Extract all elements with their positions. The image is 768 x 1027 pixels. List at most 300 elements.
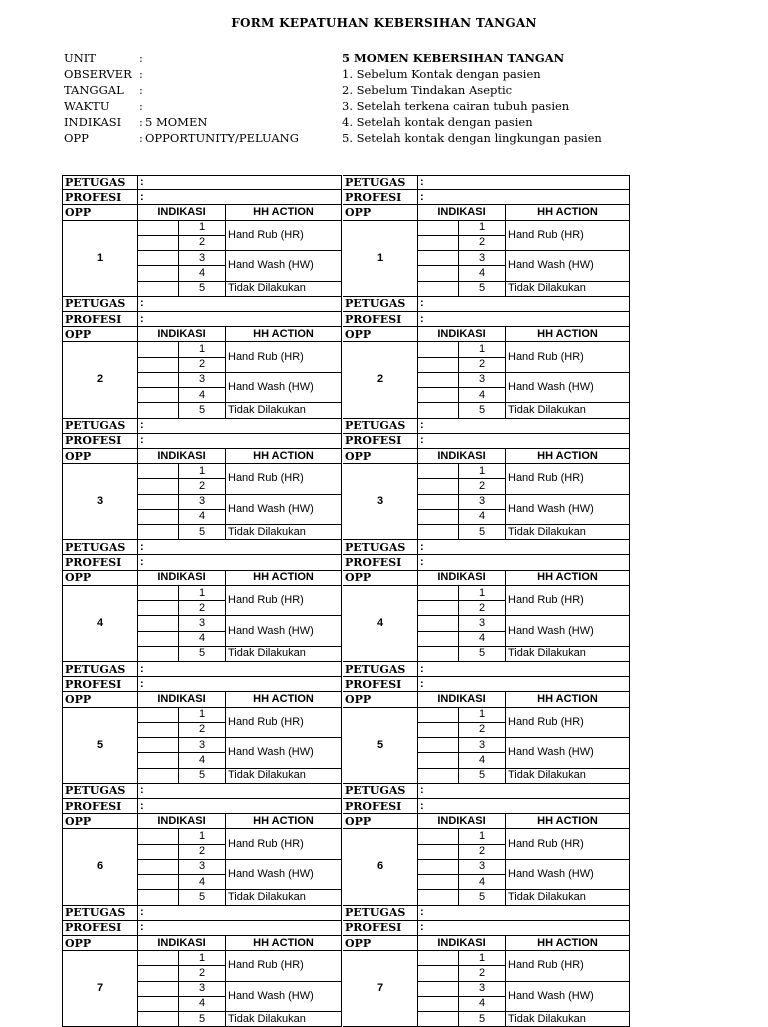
indikasi-check-cell[interactable] — [418, 342, 459, 357]
header-field-row — [64, 66, 299, 82]
indikasi-check-cell[interactable] — [418, 845, 459, 860]
profesi-label: PROFESI — [63, 677, 138, 692]
action-hand-rub[interactable]: Hand Rub (HR) — [226, 829, 342, 859]
action-tidak-dilakukan[interactable]: Tidak Dilakukan — [226, 403, 342, 418]
indikasi-check-cell[interactable] — [138, 479, 179, 494]
profesi-field[interactable]: : — [418, 434, 630, 449]
indikasi-check-cell[interactable] — [138, 769, 179, 784]
indikasi-number: 4 — [179, 753, 226, 768]
indikasi-number: 2 — [459, 966, 506, 981]
observation-block — [63, 540, 343, 662]
form-title: FORM KEPATUHAN KEBERSIHAN TANGAN — [0, 16, 768, 30]
indikasi-number: 5 — [459, 647, 506, 662]
opp-number: 1 — [343, 221, 418, 297]
observation-block — [63, 175, 343, 297]
indikasi-check-cell[interactable] — [418, 464, 459, 479]
profesi-label: PROFESI — [343, 921, 418, 936]
header-field-label: INDIKASI — [64, 114, 139, 130]
indikasi-number: 2 — [179, 845, 226, 860]
header-field-colon: : — [139, 98, 145, 114]
action-hand-rub[interactable]: Hand Rub (HR) — [506, 464, 630, 494]
indikasi-check-cell[interactable] — [138, 753, 179, 768]
header-field-row — [64, 98, 299, 114]
action-tidak-dilakukan[interactable]: Tidak Dilakukan — [506, 647, 630, 662]
action-hand-rub[interactable]: Hand Rub (HR) — [506, 221, 630, 251]
observation-row-pair — [62, 540, 630, 662]
profesi-label: PROFESI — [63, 190, 138, 205]
profesi-field[interactable]: : — [418, 677, 630, 692]
indikasi-header: INDIKASI — [418, 205, 506, 220]
indikasi-check-cell[interactable] — [418, 966, 459, 981]
action-hand-wash[interactable]: Hand Wash (HW) — [226, 616, 342, 646]
indikasi-header: INDIKASI — [418, 327, 506, 342]
action-hand-wash[interactable]: Hand Wash (HW) — [226, 982, 342, 1012]
observation-block — [63, 419, 343, 541]
opp-header: OPP — [63, 692, 138, 707]
indikasi-number: 2 — [459, 723, 506, 738]
indikasi-check-cell[interactable] — [418, 829, 459, 844]
profesi-field[interactable]: : — [138, 312, 342, 327]
header-field-row — [64, 130, 299, 146]
indikasi-check-cell[interactable] — [138, 342, 179, 357]
petugas-label: PETUGAS — [343, 419, 418, 434]
hh-action-header: HH ACTION — [506, 327, 630, 342]
action-tidak-dilakukan[interactable]: Tidak Dilakukan — [506, 403, 630, 418]
action-hand-rub[interactable]: Hand Rub (HR) — [506, 829, 630, 859]
indikasi-check-cell[interactable] — [418, 221, 459, 236]
indikasi-check-cell[interactable] — [138, 495, 179, 510]
petugas-field[interactable]: : — [138, 540, 342, 555]
header-field-row — [64, 82, 299, 98]
indikasi-check-cell[interactable] — [138, 738, 179, 753]
petugas-field[interactable]: : — [418, 175, 630, 190]
indikasi-number: 2 — [179, 358, 226, 373]
petugas-label: PETUGAS — [343, 784, 418, 799]
action-hand-wash[interactable]: Hand Wash (HW) — [226, 373, 342, 403]
observation-row-pair — [62, 419, 630, 541]
opp-number: 3 — [343, 464, 418, 540]
indikasi-number: 5 — [459, 890, 506, 905]
indikasi-number: 3 — [459, 373, 506, 388]
indikasi-number: 1 — [179, 708, 226, 723]
observation-row-pair — [62, 662, 630, 784]
indikasi-number: 2 — [459, 358, 506, 373]
indikasi-number: 4 — [459, 875, 506, 890]
hh-action-header: HH ACTION — [506, 936, 630, 951]
profesi-label: PROFESI — [63, 799, 138, 814]
action-tidak-dilakukan[interactable]: Tidak Dilakukan — [226, 525, 342, 540]
indikasi-number: 1 — [179, 586, 226, 601]
indikasi-check-cell[interactable] — [418, 358, 459, 373]
indikasi-check-cell[interactable] — [138, 723, 179, 738]
action-tidak-dilakukan[interactable]: Tidak Dilakukan — [226, 1012, 342, 1027]
action-tidak-dilakukan[interactable]: Tidak Dilakukan — [506, 282, 630, 297]
indikasi-number: 1 — [179, 342, 226, 357]
indikasi-check-cell[interactable] — [138, 982, 179, 997]
header-field-colon: : — [139, 82, 145, 98]
indikasi-header: INDIKASI — [138, 571, 226, 586]
header-field-value[interactable]: 5 MOMEN — [145, 115, 207, 129]
hh-action-header: HH ACTION — [506, 814, 630, 829]
petugas-label: PETUGAS — [343, 540, 418, 555]
profesi-field[interactable]: : — [138, 677, 342, 692]
petugas-label: PETUGAS — [343, 662, 418, 677]
indikasi-number: 3 — [459, 738, 506, 753]
action-hand-wash[interactable]: Hand Wash (HW) — [506, 495, 630, 525]
petugas-field[interactable]: : — [138, 662, 342, 677]
opp-number: 2 — [343, 342, 418, 418]
profesi-label: PROFESI — [343, 677, 418, 692]
profesi-label: PROFESI — [63, 312, 138, 327]
indikasi-check-cell[interactable] — [138, 525, 179, 540]
indikasi-check-cell[interactable] — [138, 464, 179, 479]
indikasi-check-cell[interactable] — [418, 282, 459, 297]
opp-number: 4 — [63, 586, 138, 662]
indikasi-check-cell[interactable] — [418, 632, 459, 647]
indikasi-check-cell[interactable] — [138, 1012, 179, 1027]
profesi-label: PROFESI — [63, 434, 138, 449]
profesi-field[interactable]: : — [418, 312, 630, 327]
indikasi-number: 5 — [179, 647, 226, 662]
hh-action-header: HH ACTION — [226, 692, 342, 707]
indikasi-check-cell[interactable] — [138, 510, 179, 525]
indikasi-check-cell[interactable] — [138, 221, 179, 236]
indikasi-number: 4 — [179, 997, 226, 1012]
indikasi-number: 1 — [459, 342, 506, 357]
indikasi-check-cell[interactable] — [138, 632, 179, 647]
indikasi-number: 4 — [459, 632, 506, 647]
profesi-field[interactable]: : — [138, 799, 342, 814]
indikasi-number: 4 — [459, 266, 506, 281]
petugas-field[interactable]: : — [418, 906, 630, 921]
header-field-label: WAKTU — [64, 98, 139, 114]
observation-row-pair — [62, 175, 630, 297]
opp-header: OPP — [343, 814, 418, 829]
indikasi-check-cell[interactable] — [138, 875, 179, 890]
hh-action-header: HH ACTION — [226, 936, 342, 951]
indikasi-check-cell[interactable] — [138, 236, 179, 251]
header-field-colon: : — [139, 130, 145, 146]
indikasi-header: INDIKASI — [418, 692, 506, 707]
action-tidak-dilakukan[interactable]: Tidak Dilakukan — [226, 890, 342, 905]
indikasi-number: 3 — [179, 373, 226, 388]
action-tidak-dilakukan[interactable]: Tidak Dilakukan — [506, 890, 630, 905]
indikasi-check-cell[interactable] — [138, 951, 179, 966]
indikasi-number: 5 — [459, 403, 506, 418]
petugas-field[interactable]: : — [418, 784, 630, 799]
profesi-label: PROFESI — [343, 434, 418, 449]
header-field-value[interactable]: OPPORTUNITY/PELUANG — [145, 131, 299, 145]
action-hand-rub[interactable]: Hand Rub (HR) — [226, 708, 342, 738]
header-field-row — [64, 50, 299, 66]
indikasi-number: 4 — [179, 266, 226, 281]
action-hand-rub[interactable]: Hand Rub (HR) — [506, 951, 630, 981]
indikasi-number: 5 — [179, 282, 226, 297]
indikasi-check-cell[interactable] — [138, 586, 179, 601]
profesi-label: PROFESI — [343, 190, 418, 205]
indikasi-header: INDIKASI — [138, 205, 226, 220]
action-hand-rub[interactable]: Hand Rub (HR) — [226, 221, 342, 251]
indikasi-number: 2 — [179, 723, 226, 738]
petugas-label: PETUGAS — [63, 419, 138, 434]
indikasi-check-cell[interactable] — [418, 875, 459, 890]
indikasi-number: 1 — [179, 951, 226, 966]
petugas-field[interactable]: : — [418, 419, 630, 434]
indikasi-number: 1 — [459, 951, 506, 966]
petugas-field[interactable]: : — [138, 784, 342, 799]
indikasi-check-cell[interactable] — [418, 236, 459, 251]
action-hand-wash[interactable]: Hand Wash (HW) — [506, 738, 630, 768]
indikasi-check-cell[interactable] — [418, 479, 459, 494]
petugas-field[interactable]: : — [138, 906, 342, 921]
indikasi-check-cell[interactable] — [138, 708, 179, 723]
indikasi-check-cell[interactable] — [138, 829, 179, 844]
observation-block — [343, 784, 631, 906]
indikasi-number: 2 — [179, 236, 226, 251]
profesi-field[interactable]: : — [138, 921, 342, 936]
indikasi-check-cell[interactable] — [138, 647, 179, 662]
moment-item: 3. Setelah terkena cairan tubuh pasien — [342, 98, 602, 114]
hh-action-header: HH ACTION — [226, 327, 342, 342]
indikasi-number: 1 — [179, 221, 226, 236]
profesi-label: PROFESI — [343, 312, 418, 327]
petugas-label: PETUGAS — [343, 906, 418, 921]
petugas-label: PETUGAS — [343, 297, 418, 312]
indikasi-number: 5 — [459, 282, 506, 297]
action-tidak-dilakukan[interactable]: Tidak Dilakukan — [506, 769, 630, 784]
observation-block — [343, 662, 631, 784]
indikasi-header: INDIKASI — [138, 936, 226, 951]
profesi-field[interactable]: : — [138, 190, 342, 205]
indikasi-number: 4 — [179, 632, 226, 647]
indikasi-header: INDIKASI — [138, 814, 226, 829]
header-field-label: OPP — [64, 130, 139, 146]
petugas-field[interactable]: : — [138, 175, 342, 190]
action-hand-wash[interactable]: Hand Wash (HW) — [506, 616, 630, 646]
hh-action-header: HH ACTION — [506, 692, 630, 707]
observation-table — [62, 175, 630, 998]
indikasi-header: INDIKASI — [418, 571, 506, 586]
profesi-label: PROFESI — [63, 555, 138, 570]
hh-action-header: HH ACTION — [506, 449, 630, 464]
opp-header: OPP — [63, 936, 138, 951]
indikasi-check-cell[interactable] — [418, 616, 459, 631]
action-hand-rub[interactable]: Hand Rub (HR) — [226, 586, 342, 616]
indikasi-header: INDIKASI — [418, 814, 506, 829]
action-tidak-dilakukan[interactable]: Tidak Dilakukan — [506, 1012, 630, 1027]
indikasi-number: 2 — [459, 479, 506, 494]
petugas-label: PETUGAS — [343, 175, 418, 190]
indikasi-number: 3 — [459, 251, 506, 266]
action-hand-wash[interactable]: Hand Wash (HW) — [226, 860, 342, 890]
indikasi-number: 5 — [459, 769, 506, 784]
indikasi-number: 4 — [179, 388, 226, 403]
indikasi-check-cell[interactable] — [418, 982, 459, 997]
indikasi-check-cell[interactable] — [418, 388, 459, 403]
header-field-label: TANGGAL — [64, 82, 139, 98]
indikasi-check-cell[interactable] — [418, 647, 459, 662]
indikasi-check-cell[interactable] — [138, 388, 179, 403]
indikasi-check-cell[interactable] — [138, 373, 179, 388]
indikasi-number: 4 — [459, 997, 506, 1012]
profesi-field[interactable]: : — [418, 190, 630, 205]
action-hand-rub[interactable]: Hand Rub (HR) — [506, 708, 630, 738]
indikasi-number: 5 — [179, 1012, 226, 1027]
opp-number: 5 — [63, 708, 138, 784]
observation-block — [63, 906, 343, 1027]
observation-block — [343, 297, 631, 419]
indikasi-check-cell[interactable] — [418, 510, 459, 525]
indikasi-check-cell[interactable] — [418, 495, 459, 510]
indikasi-check-cell[interactable] — [138, 282, 179, 297]
indikasi-check-cell[interactable] — [418, 951, 459, 966]
indikasi-check-cell[interactable] — [138, 358, 179, 373]
observation-row-pair — [62, 906, 630, 1027]
indikasi-check-cell[interactable] — [138, 251, 179, 266]
action-hand-wash[interactable]: Hand Wash (HW) — [506, 373, 630, 403]
indikasi-number: 1 — [459, 221, 506, 236]
profesi-field[interactable]: : — [418, 921, 630, 936]
indikasi-check-cell[interactable] — [418, 403, 459, 418]
action-hand-wash[interactable]: Hand Wash (HW) — [226, 738, 342, 768]
opp-number: 1 — [63, 221, 138, 297]
indikasi-check-cell[interactable] — [138, 845, 179, 860]
action-tidak-dilakukan[interactable]: Tidak Dilakukan — [226, 769, 342, 784]
indikasi-check-cell[interactable] — [418, 251, 459, 266]
indikasi-check-cell[interactable] — [138, 601, 179, 616]
header-field-colon: : — [139, 50, 145, 66]
petugas-label: PETUGAS — [63, 540, 138, 555]
indikasi-number: 3 — [459, 982, 506, 997]
indikasi-number: 3 — [179, 738, 226, 753]
indikasi-check-cell[interactable] — [138, 966, 179, 981]
opp-header: OPP — [343, 571, 418, 586]
petugas-field[interactable]: : — [418, 540, 630, 555]
indikasi-check-cell[interactable] — [138, 266, 179, 281]
hh-action-header: HH ACTION — [226, 205, 342, 220]
opp-header: OPP — [63, 571, 138, 586]
indikasi-number: 5 — [459, 525, 506, 540]
indikasi-number: 4 — [179, 875, 226, 890]
indikasi-number: 3 — [459, 860, 506, 875]
indikasi-check-cell[interactable] — [138, 403, 179, 418]
indikasi-number: 2 — [179, 601, 226, 616]
indikasi-check-cell[interactable] — [418, 723, 459, 738]
indikasi-check-cell[interactable] — [418, 601, 459, 616]
indikasi-check-cell[interactable] — [418, 997, 459, 1012]
moment-item: 1. Sebelum Kontak dengan pasien — [342, 66, 602, 82]
header-fields — [64, 50, 299, 146]
indikasi-check-cell[interactable] — [138, 997, 179, 1012]
action-hand-wash[interactable]: Hand Wash (HW) — [506, 982, 630, 1012]
opp-header: OPP — [343, 449, 418, 464]
indikasi-check-cell[interactable] — [418, 738, 459, 753]
action-hand-wash[interactable]: Hand Wash (HW) — [226, 251, 342, 281]
indikasi-check-cell[interactable] — [418, 753, 459, 768]
profesi-field[interactable]: : — [418, 799, 630, 814]
opp-header: OPP — [63, 327, 138, 342]
action-tidak-dilakukan[interactable]: Tidak Dilakukan — [226, 647, 342, 662]
indikasi-number: 1 — [459, 829, 506, 844]
petugas-field[interactable]: : — [418, 662, 630, 677]
moments-title: 5 MOMEN KEBERSIHAN TANGAN — [342, 50, 602, 66]
opp-number: 2 — [63, 342, 138, 418]
indikasi-number: 4 — [459, 753, 506, 768]
profesi-field[interactable]: : — [138, 434, 342, 449]
indikasi-check-cell[interactable] — [418, 769, 459, 784]
opp-number: 5 — [343, 708, 418, 784]
header-field-colon: : — [139, 114, 145, 130]
hh-action-header: HH ACTION — [226, 571, 342, 586]
observation-block — [63, 662, 343, 784]
indikasi-check-cell[interactable] — [418, 708, 459, 723]
indikasi-check-cell[interactable] — [418, 525, 459, 540]
opp-header: OPP — [63, 814, 138, 829]
profesi-label: PROFESI — [343, 555, 418, 570]
profesi-label: PROFESI — [343, 799, 418, 814]
petugas-field[interactable]: : — [138, 297, 342, 312]
header-field-label: UNIT — [64, 50, 139, 66]
header-field-row — [64, 114, 299, 130]
profesi-label: PROFESI — [63, 921, 138, 936]
indikasi-number: 2 — [459, 845, 506, 860]
observation-block — [63, 784, 343, 906]
action-hand-rub[interactable]: Hand Rub (HR) — [506, 342, 630, 372]
indikasi-check-cell[interactable] — [418, 373, 459, 388]
indikasi-header: INDIKASI — [418, 936, 506, 951]
observation-row-pair — [62, 297, 630, 419]
observation-block — [343, 175, 631, 297]
opp-header: OPP — [343, 327, 418, 342]
petugas-field[interactable]: : — [418, 297, 630, 312]
profesi-field[interactable]: : — [138, 555, 342, 570]
indikasi-number: 5 — [179, 769, 226, 784]
indikasi-number: 1 — [179, 464, 226, 479]
action-hand-rub[interactable]: Hand Rub (HR) — [226, 342, 342, 372]
indikasi-check-cell[interactable] — [418, 586, 459, 601]
indikasi-number: 3 — [179, 860, 226, 875]
indikasi-number: 3 — [179, 982, 226, 997]
indikasi-number: 1 — [459, 464, 506, 479]
petugas-field[interactable]: : — [138, 419, 342, 434]
moment-item: 5. Setelah kontak dengan lingkungan pasien — [342, 130, 602, 146]
indikasi-check-cell[interactable] — [138, 616, 179, 631]
action-hand-wash[interactable]: Hand Wash (HW) — [506, 251, 630, 281]
indikasi-number: 3 — [459, 495, 506, 510]
indikasi-check-cell[interactable] — [418, 1012, 459, 1027]
action-hand-rub[interactable]: Hand Rub (HR) — [506, 586, 630, 616]
action-tidak-dilakukan[interactable]: Tidak Dilakukan — [506, 525, 630, 540]
opp-header: OPP — [343, 936, 418, 951]
indikasi-check-cell[interactable] — [418, 266, 459, 281]
indikasi-check-cell[interactable] — [138, 860, 179, 875]
action-hand-rub[interactable]: Hand Rub (HR) — [226, 464, 342, 494]
indikasi-header: INDIKASI — [138, 327, 226, 342]
opp-number: 6 — [63, 829, 138, 905]
profesi-field[interactable]: : — [418, 555, 630, 570]
indikasi-check-cell[interactable] — [138, 890, 179, 905]
petugas-label: PETUGAS — [63, 175, 138, 190]
petugas-label: PETUGAS — [63, 784, 138, 799]
indikasi-number: 2 — [459, 601, 506, 616]
action-hand-wash[interactable]: Hand Wash (HW) — [506, 860, 630, 890]
action-tidak-dilakukan[interactable]: Tidak Dilakukan — [226, 282, 342, 297]
indikasi-check-cell[interactable] — [418, 860, 459, 875]
petugas-label: PETUGAS — [63, 906, 138, 921]
action-hand-rub[interactable]: Hand Rub (HR) — [226, 951, 342, 981]
action-hand-wash[interactable]: Hand Wash (HW) — [226, 495, 342, 525]
indikasi-check-cell[interactable] — [418, 890, 459, 905]
